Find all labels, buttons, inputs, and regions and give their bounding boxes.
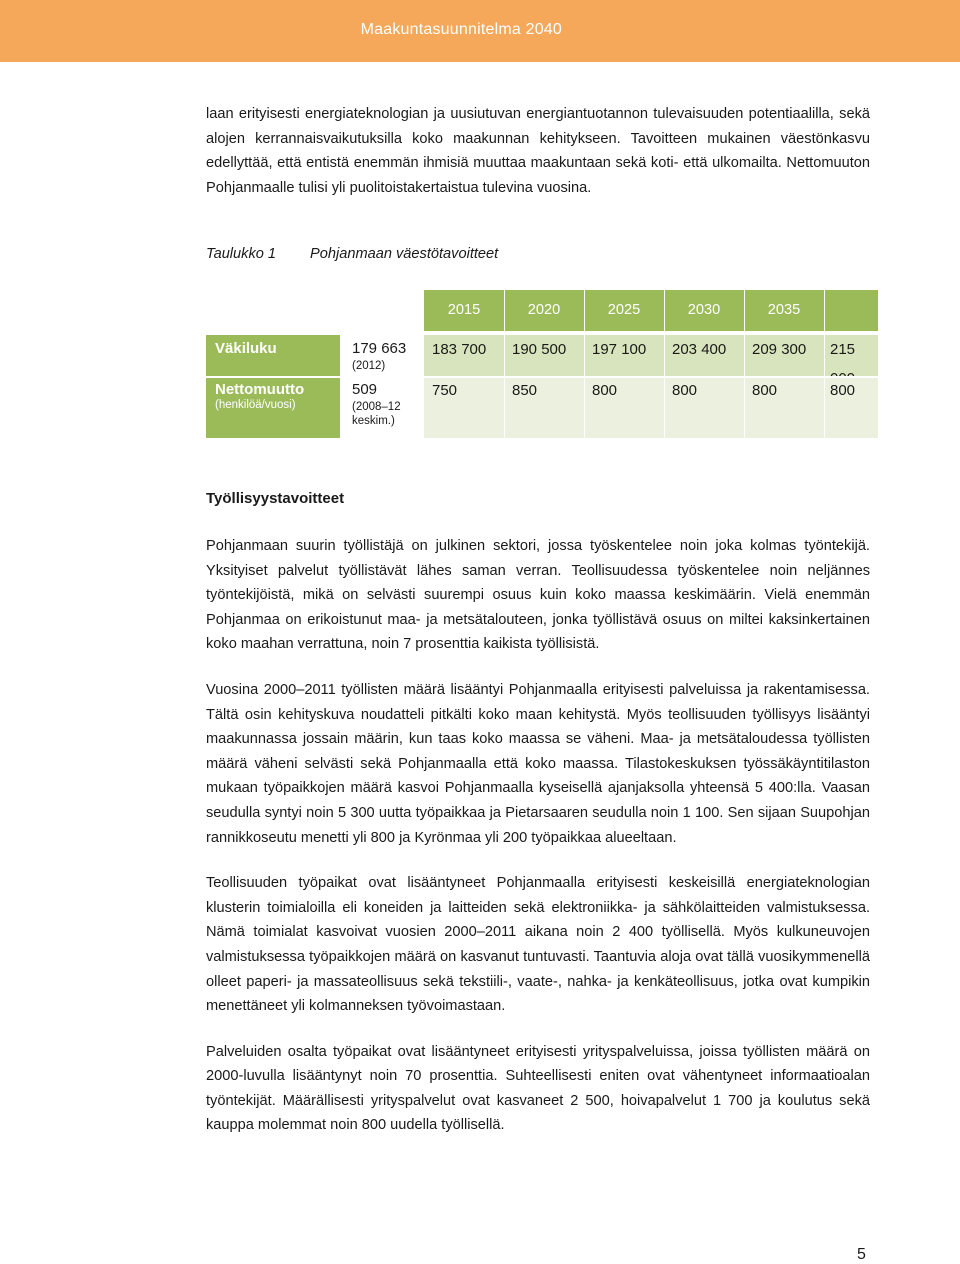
base-value-net-migration [344, 376, 424, 438]
table-divider [584, 290, 585, 438]
table-divider [664, 290, 665, 438]
row-label: Väkiluku [215, 340, 277, 357]
table-cell: 750 [424, 376, 504, 438]
base-value: 509 [352, 381, 378, 398]
year-header-cell: 2030 [664, 290, 744, 331]
paragraph-1: Pohjanmaan suurin työllistäjä on julkinen sektori, jossa työskentelee noin joka kolmas työntekijä. Yksityiset palvelut työllistävät lähes saman verran. Teollisuudessa työskentelee noin neljännes työntekijöistä, mikä on selvästi suurempi osuus kuin koko maassa keskimäärin. Vielä enemmän Pohjanmaa on erikoistunut maa- ja metsätalouteen, jonka työllistävä osuus on miltei kaksinkertainen koko maahan verrattuna, noin 7 prosenttia kaikista työllisistä. [206, 538, 870, 653]
intro-text-block [206, 102, 870, 200]
year-header-cell-last [824, 290, 878, 331]
row-sublabel: (henkilöä/vuosi) [215, 399, 296, 411]
row-header-population [206, 335, 340, 376]
table-cell: 197 100 [584, 335, 664, 376]
table-divider [504, 290, 505, 438]
table-cell: 850 [504, 376, 584, 438]
table-cell: 800 [664, 376, 744, 438]
page-header-bar [0, 0, 960, 62]
base-note: (2012) [352, 360, 386, 372]
table-empty-corner [206, 290, 424, 331]
document-title: Maakuntasuunnitelma 2040 [360, 21, 562, 38]
row-label: Nettomuutto [215, 381, 305, 398]
paragraph-2: Vuosina 2000–2011 työllisten määrä lisääntyi Pohjanmaalla erityisesti palveluissa ja rakentamisessa. Tältä osin kehityskuva noudatteli pitkälti koko maan kehitystä. Myös teollisuuden työllisyys lisääntyi maakunnassa jossain määrin, kun taas koko maassa se väheni. Maa- ja metsätaloudessa työllisten määrä väheni selvästi sekä Pohjanmaalla että koko maassa. Tilastokeskuksen työssäkäyntitilaston mukaan työpaikkojen määrä kasvoi Pohjanmaalla kyseisellä ajanjaksolla yhteensä 5 400:lla. Vaasan seudulla syntyi noin 5 300 uutta työpaikkaa ja Pietarsaaren seudulla noin 1 100. Sen sijaan Suupohjan rannikkoseutu menetti yli 800 ja Kyrönmaa yli 200 työpaikkaa alueeltaan. [206, 681, 870, 846]
paragraph-4: Palveluiden osalta työpaikat ovat lisääntyneet erityisesti yrityspalveluissa, joissa työllisten määrä on 2000-luvulla lisääntynyt noin 70 prosenttia. Suhteellisesti eniten ovat vähentyneet informaatioalan työntekijät. Määrällisesti yrityspalvelut ovat kasvaneet 2 500, hoivapalvelut 1 700 ja koulutus sekä kauppa molemmat noin 800 uudella työllisellä. [206, 1043, 870, 1134]
table-cell: 800 [824, 376, 878, 438]
section-heading: Työllisyystavoitteet [206, 490, 345, 507]
table-caption [206, 246, 498, 262]
year-header-cell: 2020 [504, 290, 584, 331]
table-divider [206, 376, 878, 378]
year-header-cell: 2035 [744, 290, 824, 331]
row-header-net-migration [206, 376, 340, 438]
population-targets-table [206, 290, 878, 438]
page-number: 5 [857, 1246, 866, 1263]
year-header-cell: 2025 [584, 290, 664, 331]
table-cell: 190 500 [504, 335, 584, 376]
table-divider [744, 290, 745, 438]
table-divider [824, 290, 825, 438]
base-value: 179 663 [352, 340, 407, 357]
intro-paragraph: laan erityisesti energiateknologian ja uusiutuvan energiantuotannon tulevaisuuden potentiaalilla, sekä alojen kerrannaisvaikutuksilla koko maakunnan kehitykseen. Tavoitteen mukainen väestönkasvu edellyttää, että entistä enemmän ihmisiä muuttaa maakuntaan sekä koti- että ulkomailta. Nettomuuton Pohjanmaalle tulisi yli puolitoistakertaistua tulevina vuosina. [206, 106, 870, 196]
table-cell: 215 [824, 335, 878, 376]
table-cell: 209 300 [744, 335, 824, 376]
table-caption-title: Pohjanmaan väestötavoitteet [310, 246, 499, 262]
table-divider [340, 335, 344, 438]
table-cell: 203 400 [664, 335, 744, 376]
base-note: (2008–12 keskim.) [352, 401, 401, 427]
table-cell: 183 700 [424, 335, 504, 376]
section-body [206, 534, 870, 1138]
table-cell: 800 [584, 376, 664, 438]
paragraph-3: Teollisuuden työpaikat ovat lisääntyneet Pohjanmaalla erityisesti keskeisillä energiateknologian klusterin toimialoilla eli koneiden ja laitteiden sekä elektroniikka- ja sähkölaitteiden valmistuksessa. Nämä toimialat kasvoivat vuosien 2000–2011 aikana noin 2 400 työllisellä. Myös kulkuneuvojen valmistuksessa työpaikkojen määrä on kasvanut tuntuvasti. Taantuvia aloja ovat tällä vuosikymmenellä olleet paperi- ja massateollisuus sekä tekstiili-, vaate-, nahka- ja kenkäteollisuus, jotka ovat kumpikin menettäneet yli kolmanneksen työvoimastaan. [206, 875, 870, 1015]
table-caption-number: Taulukko 1 [206, 246, 277, 262]
year-header-cell: 2015 [424, 290, 504, 331]
table-divider [206, 331, 878, 335]
table-cell: 800 [744, 376, 824, 438]
base-value-population [344, 335, 424, 376]
